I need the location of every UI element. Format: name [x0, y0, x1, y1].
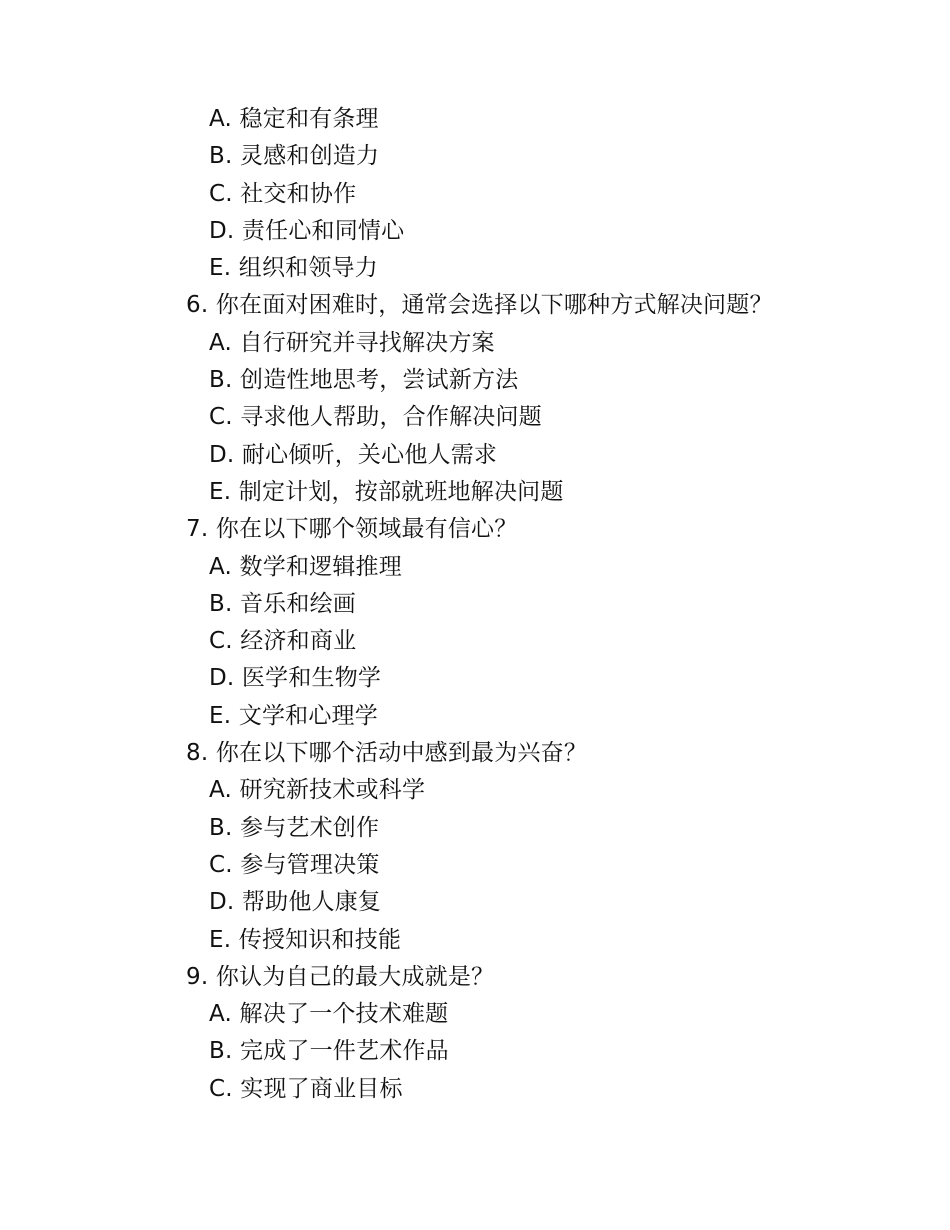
option-item: D. 医学和生物学	[209, 665, 382, 692]
option-item: D. 耐心倾听，关心他人需求	[209, 441, 498, 468]
option-item: C. 寻求他人帮助，合作解决问题	[209, 404, 542, 431]
option-item: C. 实现了商业目标	[209, 1075, 403, 1102]
option-item: C. 参与管理决策	[209, 851, 380, 878]
option-item: B. 参与艺术创作	[209, 814, 380, 841]
option-item: A. 自行研究并寻找解决方案	[209, 329, 495, 356]
question-7: 7. 你在以下哪个领域最有信心？	[186, 516, 518, 543]
option-item: A. 数学和逻辑推理	[209, 553, 402, 580]
option-item: E. 制定计划，按部就班地解决问题	[209, 478, 564, 505]
questionnaire-content	[186, 101, 886, 1108]
option-item: B. 创造性地思考，尝试新方法	[209, 367, 519, 394]
option-item: D. 责任心和同情心	[209, 217, 405, 244]
option-item: B. 灵感和创造力	[209, 143, 380, 170]
option-item: B. 音乐和绘画	[209, 590, 357, 617]
option-item: D. 帮助他人康复	[209, 889, 382, 916]
question-9: 9. 你认为自己的最大成就是？	[186, 963, 495, 990]
option-item: E. 传授知识和技能	[209, 926, 402, 953]
option-item: E. 文学和心理学	[209, 702, 378, 729]
option-item: A. 解决了一个技术难题	[209, 1001, 449, 1028]
option-item: E. 组织和领导力	[209, 255, 378, 282]
option-item: A. 研究新技术或科学	[209, 777, 426, 804]
question-8: 8. 你在以下哪个活动中感到最为兴奋？	[186, 740, 588, 767]
option-item: C. 经济和商业	[209, 628, 357, 655]
question-6: 6. 你在面对困难时，通常会选择以下哪种方式解决问题？	[186, 292, 773, 319]
option-item: C. 社交和协作	[209, 180, 357, 207]
option-item: B. 完成了一件艺术作品	[209, 1038, 449, 1065]
option-item: A. 稳定和有条理	[209, 106, 379, 132]
